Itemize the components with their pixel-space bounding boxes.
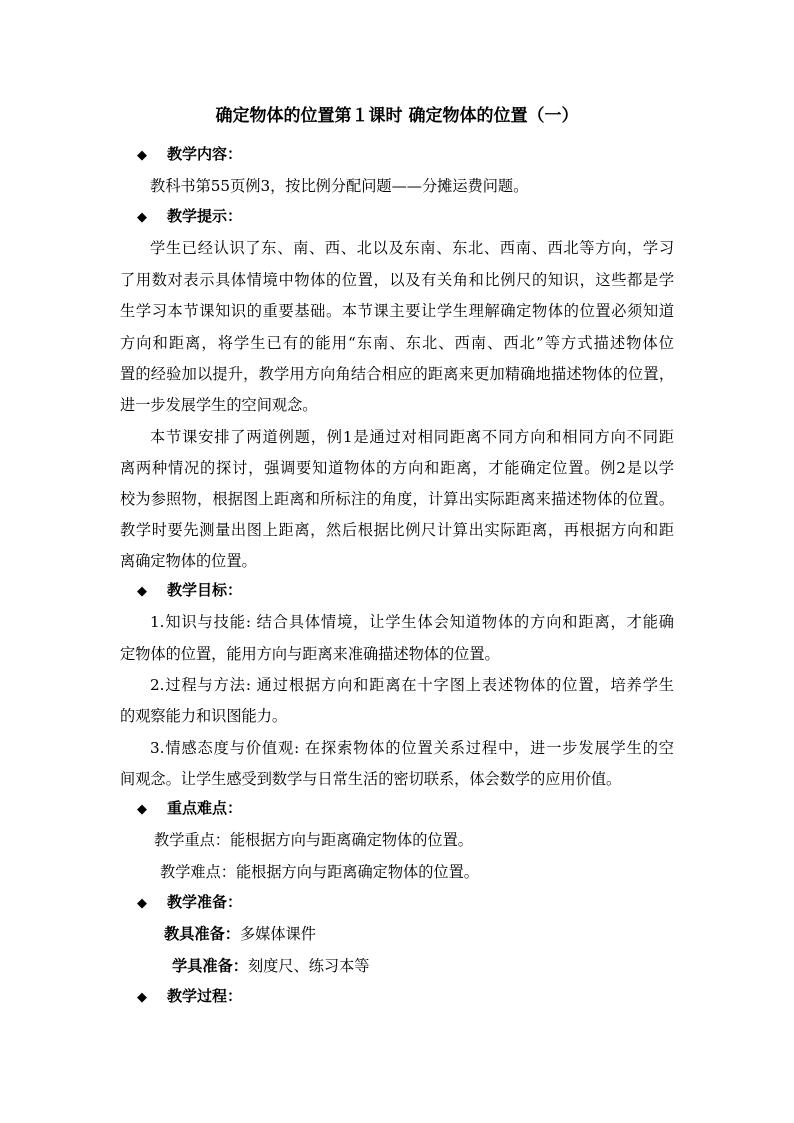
- section-heading-hint: ◆ 教学提示：: [137, 203, 242, 229]
- hint-p2-line: 本节课安排了两道例题，例1是通过对相同距离不同方向和相同方向不同距: [150, 428, 674, 446]
- goal-3-line: 3.情感态度与价值观: 在探索物体的位置关系过程中，进一步发展学生的空: [150, 739, 674, 757]
- goal-1-line: 定物体的位置，能用方向与距离来准确描述物体的位置。: [120, 645, 500, 663]
- diamond-bullet-icon: ◆: [137, 896, 147, 911]
- diamond-bullet-icon: ◆: [137, 990, 147, 1005]
- student-prep: [172, 950, 652, 982]
- hint-p1-line: 了用数对表示具体情境中物体的位置，以及有关角和比例尺的知识，这些都是学: [120, 271, 674, 289]
- hint-p2-line: 离确定物体的位置。: [120, 552, 257, 570]
- student-prep-value: 刻度尺、练习本等: [247, 957, 370, 975]
- diamond-bullet-icon: ◆: [137, 148, 147, 163]
- hint-p2-line: 离两种情况的探讨，强调要知道物体的方向和距离，才能确定位置。例2是以学: [120, 459, 674, 477]
- key-point-text: 教学重点：能根据方向与距离确定物体的位置。: [154, 831, 473, 849]
- section-heading-content: ◆ 教学内容：: [137, 141, 242, 167]
- hint-p2-line: 教学时要先测量出图上距离，然后根据比例尺计算出实际距离，再根据方向和距: [120, 521, 674, 539]
- section-heading-preparation: ◆ 教学准备：: [137, 889, 242, 915]
- section-heading-goals: ◆ 教学目标：: [137, 577, 242, 603]
- hint-p1-line: 置的经验加以提升，教学用方向角结合相应的距离来更加精确地描述物体的位置，: [120, 365, 674, 383]
- hint-p2-line: 校为参照物，根据图上距离和所标注的角度，计算出实际距离来描述物体的位置。: [120, 490, 674, 508]
- section-heading-process: ◆ 教学过程：: [137, 983, 242, 1009]
- goal-3-line: 间观念。让学生感受到数学与日常生活的密切联系，体会数学的应用价值。: [120, 770, 622, 788]
- content-text: 教科书第55页例3，按比例分配问题——分摊运费问题。: [150, 177, 529, 195]
- diamond-bullet-icon: ◆: [137, 802, 147, 817]
- difficult-point-text: 教学难点：能根据方向与距离确定物体的位置。: [160, 863, 479, 881]
- diamond-bullet-icon: ◆: [137, 210, 147, 225]
- section-heading-key-points: ◆ 重点难点：: [137, 795, 242, 821]
- document-title: 确定物体的位置第１课时 确定物体的位置（一）: [215, 106, 579, 126]
- teacher-prep-value: 多媒体课件: [239, 925, 316, 943]
- goal-2-line: 2.过程与方法: 通过根据方向和距离在十字图上表述物体的位置，培养学生: [150, 676, 674, 694]
- diamond-bullet-icon: ◆: [137, 584, 147, 599]
- hint-p1-line: 进一步发展学生的空间观念。: [120, 396, 318, 414]
- hint-p1-line: 生学习本节课知识的重要基础。本节课主要让学生理解确定物体的位置必须知道: [120, 302, 674, 320]
- teacher-prep-label: 教具准备：: [164, 925, 240, 943]
- goal-2-line: 的观察能力和识图能力。: [120, 707, 288, 725]
- hint-p1-line: 学生已经认识了东、南、西、北以及东南、东北、西南、西北等方向，学习: [150, 239, 674, 257]
- goal-1-line: 1.知识与技能: 结合具体情境，让学生体会知道物体的方向和距离，才能确: [150, 613, 674, 631]
- teacher-prep: [164, 918, 644, 950]
- student-prep-label: 学具准备：: [172, 957, 248, 975]
- hint-p1-line: 方向和距离，将学生已有的能用“东南、东北、西南、西北”等方式描述物体位: [120, 334, 674, 352]
